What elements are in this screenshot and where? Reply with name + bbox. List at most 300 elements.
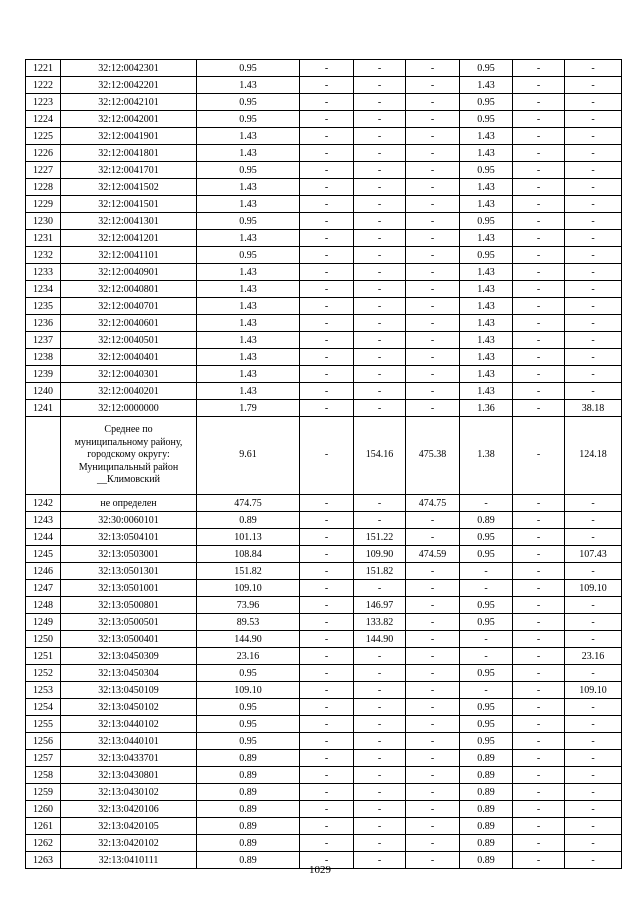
value-cell-6: - xyxy=(513,733,565,750)
value-cell-4: - xyxy=(406,512,460,529)
value-cell-4: - xyxy=(406,264,460,281)
value-cell-6: - xyxy=(513,529,565,546)
value-cell-6: - xyxy=(513,784,565,801)
value-cell-2: - xyxy=(300,264,354,281)
value-cell-4: - xyxy=(406,784,460,801)
value-cell-7: - xyxy=(565,512,622,529)
value-cell-2: - xyxy=(300,298,354,315)
value-cell-1: 1.43 xyxy=(197,349,300,366)
value-cell-6: - xyxy=(513,417,565,495)
value-cell-7: 23.16 xyxy=(565,648,622,665)
value-cell-7: - xyxy=(565,332,622,349)
value-cell-5: 1.43 xyxy=(460,332,513,349)
cadastral-number-cell: 32:13:0450109 xyxy=(61,682,197,699)
value-cell-5: 0.89 xyxy=(460,784,513,801)
value-cell-3: - xyxy=(354,784,406,801)
value-cell-4: - xyxy=(406,400,460,417)
value-cell-4: - xyxy=(406,315,460,332)
table-row xyxy=(26,196,622,213)
value-cell-1: 0.89 xyxy=(197,835,300,852)
value-cell-4: - xyxy=(406,179,460,196)
value-cell-5: 1.43 xyxy=(460,196,513,213)
value-cell-1: 1.43 xyxy=(197,281,300,298)
value-cell-6: - xyxy=(513,179,565,196)
value-cell-1: 0.89 xyxy=(197,750,300,767)
value-cell-4: - xyxy=(406,94,460,111)
row-number-cell: 1242 xyxy=(26,495,61,512)
table-row xyxy=(26,665,622,682)
table-row xyxy=(26,597,622,614)
value-cell-1: 1.43 xyxy=(197,298,300,315)
table-row xyxy=(26,264,622,281)
row-number-cell: 1259 xyxy=(26,784,61,801)
value-cell-2: - xyxy=(300,196,354,213)
cadastral-number-cell: 32:12:0041301 xyxy=(61,213,197,230)
row-number-cell: 1232 xyxy=(26,247,61,264)
value-cell-5: 1.43 xyxy=(460,179,513,196)
value-cell-6: - xyxy=(513,750,565,767)
value-cell-7: - xyxy=(565,750,622,767)
value-cell-1: 1.43 xyxy=(197,179,300,196)
value-cell-5: 1.36 xyxy=(460,400,513,417)
value-cell-7: - xyxy=(565,614,622,631)
value-cell-5: 0.95 xyxy=(460,111,513,128)
value-cell-3: 144.90 xyxy=(354,631,406,648)
table-row xyxy=(26,366,622,383)
value-cell-1: 0.95 xyxy=(197,94,300,111)
value-cell-3: - xyxy=(354,852,406,869)
table-row xyxy=(26,298,622,315)
cadastral-number-cell: 32:12:0042001 xyxy=(61,111,197,128)
row-number-cell: 1235 xyxy=(26,298,61,315)
value-cell-3: - xyxy=(354,733,406,750)
row-number-cell: 1225 xyxy=(26,128,61,145)
row-number-cell: 1261 xyxy=(26,818,61,835)
value-cell-7: - xyxy=(565,733,622,750)
value-cell-5: 0.95 xyxy=(460,213,513,230)
value-cell-4: - xyxy=(406,699,460,716)
cadastral-number-cell: 32:12:0040901 xyxy=(61,264,197,281)
value-cell-3: - xyxy=(354,230,406,247)
value-cell-3: - xyxy=(354,682,406,699)
row-number-cell: 1250 xyxy=(26,631,61,648)
cadastral-number-cell: 32:13:0440101 xyxy=(61,733,197,750)
value-cell-4: - xyxy=(406,213,460,230)
value-cell-6: - xyxy=(513,60,565,77)
value-cell-3: - xyxy=(354,213,406,230)
value-cell-7: - xyxy=(565,563,622,580)
value-cell-5: 0.89 xyxy=(460,852,513,869)
cadastral-number-cell: 32:12:0040501 xyxy=(61,332,197,349)
row-number-cell: 1263 xyxy=(26,852,61,869)
value-cell-6: - xyxy=(513,366,565,383)
table-row xyxy=(26,128,622,145)
value-cell-1: 101.13 xyxy=(197,529,300,546)
cadastral-number-cell: 32:13:0450102 xyxy=(61,699,197,716)
value-cell-2: - xyxy=(300,60,354,77)
value-cell-6: - xyxy=(513,77,565,94)
value-cell-4: - xyxy=(406,750,460,767)
value-cell-3: - xyxy=(354,94,406,111)
table-row xyxy=(26,614,622,631)
table-row xyxy=(26,230,622,247)
value-cell-4: 474.75 xyxy=(406,495,460,512)
value-cell-6: - xyxy=(513,818,565,835)
cadastral-number-cell: 32:12:0040701 xyxy=(61,298,197,315)
cadastral-number-cell: 32:12:0041701 xyxy=(61,162,197,179)
value-cell-1: 474.75 xyxy=(197,495,300,512)
value-cell-7: 38.18 xyxy=(565,400,622,417)
value-cell-5: 0.95 xyxy=(460,733,513,750)
row-number-cell: 1252 xyxy=(26,665,61,682)
table-row xyxy=(26,546,622,563)
value-cell-2: - xyxy=(300,767,354,784)
value-cell-7: - xyxy=(565,162,622,179)
row-number-cell: 1239 xyxy=(26,366,61,383)
table-row xyxy=(26,631,622,648)
value-cell-3: - xyxy=(354,699,406,716)
value-cell-1: 0.89 xyxy=(197,512,300,529)
value-cell-2: - xyxy=(300,332,354,349)
value-cell-7: - xyxy=(565,196,622,213)
table-row xyxy=(26,512,622,529)
value-cell-4: - xyxy=(406,128,460,145)
value-cell-3: - xyxy=(354,77,406,94)
value-cell-7: - xyxy=(565,111,622,128)
table-row xyxy=(26,179,622,196)
value-cell-7: - xyxy=(565,767,622,784)
value-cell-1: 1.43 xyxy=(197,196,300,213)
table-row xyxy=(26,281,622,298)
value-cell-1: 0.89 xyxy=(197,818,300,835)
value-cell-3: - xyxy=(354,400,406,417)
value-cell-7: - xyxy=(565,179,622,196)
value-cell-1: 0.89 xyxy=(197,852,300,869)
value-cell-2: - xyxy=(300,682,354,699)
cadastral-number-cell: 32:13:0504101 xyxy=(61,529,197,546)
value-cell-3: - xyxy=(354,315,406,332)
value-cell-6: - xyxy=(513,315,565,332)
row-number-cell: 1241 xyxy=(26,400,61,417)
value-cell-6: - xyxy=(513,145,565,162)
value-cell-1: 0.95 xyxy=(197,60,300,77)
row-number-cell: 1244 xyxy=(26,529,61,546)
value-cell-1: 0.95 xyxy=(197,247,300,264)
value-cell-6: - xyxy=(513,298,565,315)
row-number-cell: 1245 xyxy=(26,546,61,563)
value-cell-7: - xyxy=(565,213,622,230)
value-cell-5: - xyxy=(460,495,513,512)
value-cell-1: 1.43 xyxy=(197,77,300,94)
value-cell-2: - xyxy=(300,383,354,400)
cadastral-number-cell: 32:13:0501001 xyxy=(61,580,197,597)
value-cell-4: - xyxy=(406,281,460,298)
value-cell-4: - xyxy=(406,580,460,597)
value-cell-1: 9.61 xyxy=(197,417,300,495)
value-cell-5: - xyxy=(460,682,513,699)
cadastral-number-cell: 32:13:0440102 xyxy=(61,716,197,733)
cadastral-number-cell: 32:13:0450304 xyxy=(61,665,197,682)
page-number: 1029 xyxy=(309,864,331,876)
row-number-cell: 1249 xyxy=(26,614,61,631)
value-cell-2: - xyxy=(300,580,354,597)
value-cell-4: - xyxy=(406,614,460,631)
value-cell-5: 0.89 xyxy=(460,801,513,818)
cadastral-number-cell: 32:12:0041101 xyxy=(61,247,197,264)
value-cell-3: - xyxy=(354,366,406,383)
value-cell-2: - xyxy=(300,750,354,767)
value-cell-3: - xyxy=(354,162,406,179)
value-cell-1: 1.43 xyxy=(197,264,300,281)
table-row xyxy=(26,682,622,699)
value-cell-1: 1.43 xyxy=(197,230,300,247)
value-cell-7: - xyxy=(565,784,622,801)
table-row xyxy=(26,563,622,580)
value-cell-7: - xyxy=(565,281,622,298)
cadastral-number-cell: 32:12:0041201 xyxy=(61,230,197,247)
value-cell-7: 107.43 xyxy=(565,546,622,563)
value-cell-7: - xyxy=(565,529,622,546)
cadastral-number-cell: 32:13:0500401 xyxy=(61,631,197,648)
value-cell-6: - xyxy=(513,631,565,648)
value-cell-7: - xyxy=(565,383,622,400)
cadastral-number-cell: 32:12:0041901 xyxy=(61,128,197,145)
cadastral-number-cell: 32:12:0041801 xyxy=(61,145,197,162)
value-cell-2: - xyxy=(300,699,354,716)
value-cell-5: 0.95 xyxy=(460,716,513,733)
value-cell-7: - xyxy=(565,264,622,281)
value-cell-5: 0.89 xyxy=(460,750,513,767)
value-cell-1: 108.84 xyxy=(197,546,300,563)
row-number-cell: 1258 xyxy=(26,767,61,784)
value-cell-6: - xyxy=(513,213,565,230)
table-row xyxy=(26,417,622,495)
value-cell-6: - xyxy=(513,597,565,614)
value-cell-6: - xyxy=(513,264,565,281)
row-number-cell: 1229 xyxy=(26,196,61,213)
value-cell-7: - xyxy=(565,230,622,247)
value-cell-3: - xyxy=(354,145,406,162)
value-cell-1: 0.89 xyxy=(197,767,300,784)
value-cell-5: 0.89 xyxy=(460,512,513,529)
value-cell-7: - xyxy=(565,597,622,614)
cadastral-number-cell: 32:12:0040801 xyxy=(61,281,197,298)
value-cell-3: - xyxy=(354,835,406,852)
value-cell-5: 1.43 xyxy=(460,315,513,332)
value-cell-1: 89.53 xyxy=(197,614,300,631)
row-number-cell: 1256 xyxy=(26,733,61,750)
value-cell-3: - xyxy=(354,111,406,128)
cadastral-number-cell: 32:13:0503001 xyxy=(61,546,197,563)
value-cell-4: - xyxy=(406,665,460,682)
value-cell-7: - xyxy=(565,94,622,111)
value-cell-5: 1.43 xyxy=(460,281,513,298)
value-cell-3: - xyxy=(354,264,406,281)
value-cell-1: 0.95 xyxy=(197,162,300,179)
value-cell-5: - xyxy=(460,648,513,665)
table-row xyxy=(26,699,622,716)
row-number-cell: 1230 xyxy=(26,213,61,230)
value-cell-4: - xyxy=(406,247,460,264)
row-number-cell: 1231 xyxy=(26,230,61,247)
value-cell-2: - xyxy=(300,597,354,614)
cadastral-number-cell: 32:12:0042201 xyxy=(61,77,197,94)
value-cell-1: 109.10 xyxy=(197,580,300,597)
row-number-cell: 1246 xyxy=(26,563,61,580)
value-cell-5: 0.95 xyxy=(460,162,513,179)
value-cell-7: - xyxy=(565,835,622,852)
row-number-cell: 1254 xyxy=(26,699,61,716)
value-cell-5: 1.43 xyxy=(460,298,513,315)
row-number-cell: 1221 xyxy=(26,60,61,77)
value-cell-5: 1.43 xyxy=(460,128,513,145)
value-cell-5: - xyxy=(460,580,513,597)
value-cell-2: - xyxy=(300,614,354,631)
value-cell-3: - xyxy=(354,196,406,213)
row-number-cell: 1262 xyxy=(26,835,61,852)
value-cell-6: - xyxy=(513,580,565,597)
row-number-cell: 1234 xyxy=(26,281,61,298)
row-number-cell: 1257 xyxy=(26,750,61,767)
row-number-cell: 1223 xyxy=(26,94,61,111)
value-cell-3: 154.16 xyxy=(354,417,406,495)
table-row xyxy=(26,145,622,162)
value-cell-6: - xyxy=(513,332,565,349)
value-cell-6: - xyxy=(513,349,565,366)
value-cell-5: 1.43 xyxy=(460,145,513,162)
value-cell-2: - xyxy=(300,417,354,495)
value-cell-6: - xyxy=(513,699,565,716)
value-cell-2: - xyxy=(300,512,354,529)
value-cell-3: - xyxy=(354,332,406,349)
row-number-cell: 1247 xyxy=(26,580,61,597)
value-cell-1: 1.43 xyxy=(197,332,300,349)
value-cell-2: - xyxy=(300,366,354,383)
value-cell-6: - xyxy=(513,162,565,179)
cadastral-number-cell: 32:13:0430801 xyxy=(61,767,197,784)
value-cell-3: - xyxy=(354,247,406,264)
cadastral-number-cell: 32:13:0501301 xyxy=(61,563,197,580)
cadastral-number-cell: 32:12:0041502 xyxy=(61,179,197,196)
table-row xyxy=(26,349,622,366)
value-cell-4: - xyxy=(406,818,460,835)
value-cell-7: 109.10 xyxy=(565,580,622,597)
cadastral-number-cell: 32:12:0042301 xyxy=(61,60,197,77)
value-cell-4: - xyxy=(406,298,460,315)
value-cell-3: - xyxy=(354,665,406,682)
row-number-cell: 1233 xyxy=(26,264,61,281)
value-cell-4: - xyxy=(406,60,460,77)
value-cell-5: 0.95 xyxy=(460,597,513,614)
cadastral-number-cell: 32:13:0420106 xyxy=(61,801,197,818)
value-cell-4: - xyxy=(406,349,460,366)
value-cell-4: - xyxy=(406,801,460,818)
value-cell-5: 1.43 xyxy=(460,230,513,247)
value-cell-7: - xyxy=(565,631,622,648)
value-cell-4: - xyxy=(406,597,460,614)
cadastral-number-cell: 32:12:0040601 xyxy=(61,315,197,332)
value-cell-7: - xyxy=(565,665,622,682)
value-cell-6: - xyxy=(513,767,565,784)
table-row xyxy=(26,767,622,784)
value-cell-1: 0.89 xyxy=(197,801,300,818)
value-cell-5: 0.95 xyxy=(460,614,513,631)
cadastral-number-cell: 32:13:0450309 xyxy=(61,648,197,665)
table-row xyxy=(26,784,622,801)
value-cell-1: 151.82 xyxy=(197,563,300,580)
value-cell-5: 1.38 xyxy=(460,417,513,495)
value-cell-6: - xyxy=(513,128,565,145)
value-cell-4: - xyxy=(406,767,460,784)
table-row xyxy=(26,400,622,417)
value-cell-3: - xyxy=(354,298,406,315)
value-cell-6: - xyxy=(513,546,565,563)
value-cell-7: - xyxy=(565,77,622,94)
value-cell-2: - xyxy=(300,128,354,145)
value-cell-2: - xyxy=(300,529,354,546)
value-cell-1: 0.95 xyxy=(197,716,300,733)
value-cell-6: - xyxy=(513,94,565,111)
value-cell-1: 0.95 xyxy=(197,699,300,716)
value-cell-7: - xyxy=(565,145,622,162)
value-cell-4: - xyxy=(406,111,460,128)
value-cell-7: - xyxy=(565,128,622,145)
row-number-cell: 1240 xyxy=(26,383,61,400)
cadastral-number-cell: 32:13:0420105 xyxy=(61,818,197,835)
value-cell-3: 133.82 xyxy=(354,614,406,631)
value-cell-6: - xyxy=(513,801,565,818)
value-cell-2: - xyxy=(300,546,354,563)
value-cell-4: - xyxy=(406,383,460,400)
value-cell-3: - xyxy=(354,383,406,400)
value-cell-2: - xyxy=(300,315,354,332)
table-row xyxy=(26,213,622,230)
value-cell-5: 1.43 xyxy=(460,77,513,94)
value-cell-3: - xyxy=(354,580,406,597)
cadastral-number-cell: 32:12:0040301 xyxy=(61,366,197,383)
value-cell-3: - xyxy=(354,767,406,784)
value-cell-2: - xyxy=(300,179,354,196)
cadastral-number-cell: 32:12:0040201 xyxy=(61,383,197,400)
value-cell-5: 0.95 xyxy=(460,529,513,546)
value-cell-2: - xyxy=(300,349,354,366)
data-table xyxy=(25,59,622,869)
row-number-cell: 1228 xyxy=(26,179,61,196)
value-cell-5: 0.95 xyxy=(460,699,513,716)
table-row xyxy=(26,94,622,111)
value-cell-1: 0.95 xyxy=(197,733,300,750)
row-number-cell: 1222 xyxy=(26,77,61,94)
value-cell-4: 474.59 xyxy=(406,546,460,563)
value-cell-5: 0.95 xyxy=(460,247,513,264)
cadastral-number-cell: 32:13:0500501 xyxy=(61,614,197,631)
value-cell-1: 1.43 xyxy=(197,128,300,145)
row-number-cell: 1224 xyxy=(26,111,61,128)
value-cell-2: - xyxy=(300,162,354,179)
value-cell-6: - xyxy=(513,563,565,580)
row-number-cell: 1227 xyxy=(26,162,61,179)
value-cell-4: 475.38 xyxy=(406,417,460,495)
value-cell-2: - xyxy=(300,213,354,230)
row-number-cell: 1255 xyxy=(26,716,61,733)
row-number-cell: 1253 xyxy=(26,682,61,699)
table-row xyxy=(26,332,622,349)
row-number-cell: 1226 xyxy=(26,145,61,162)
value-cell-7: 124.18 xyxy=(565,417,622,495)
row-number-cell: 1243 xyxy=(26,512,61,529)
value-cell-3: 109.90 xyxy=(354,546,406,563)
row-number-cell: 1236 xyxy=(26,315,61,332)
